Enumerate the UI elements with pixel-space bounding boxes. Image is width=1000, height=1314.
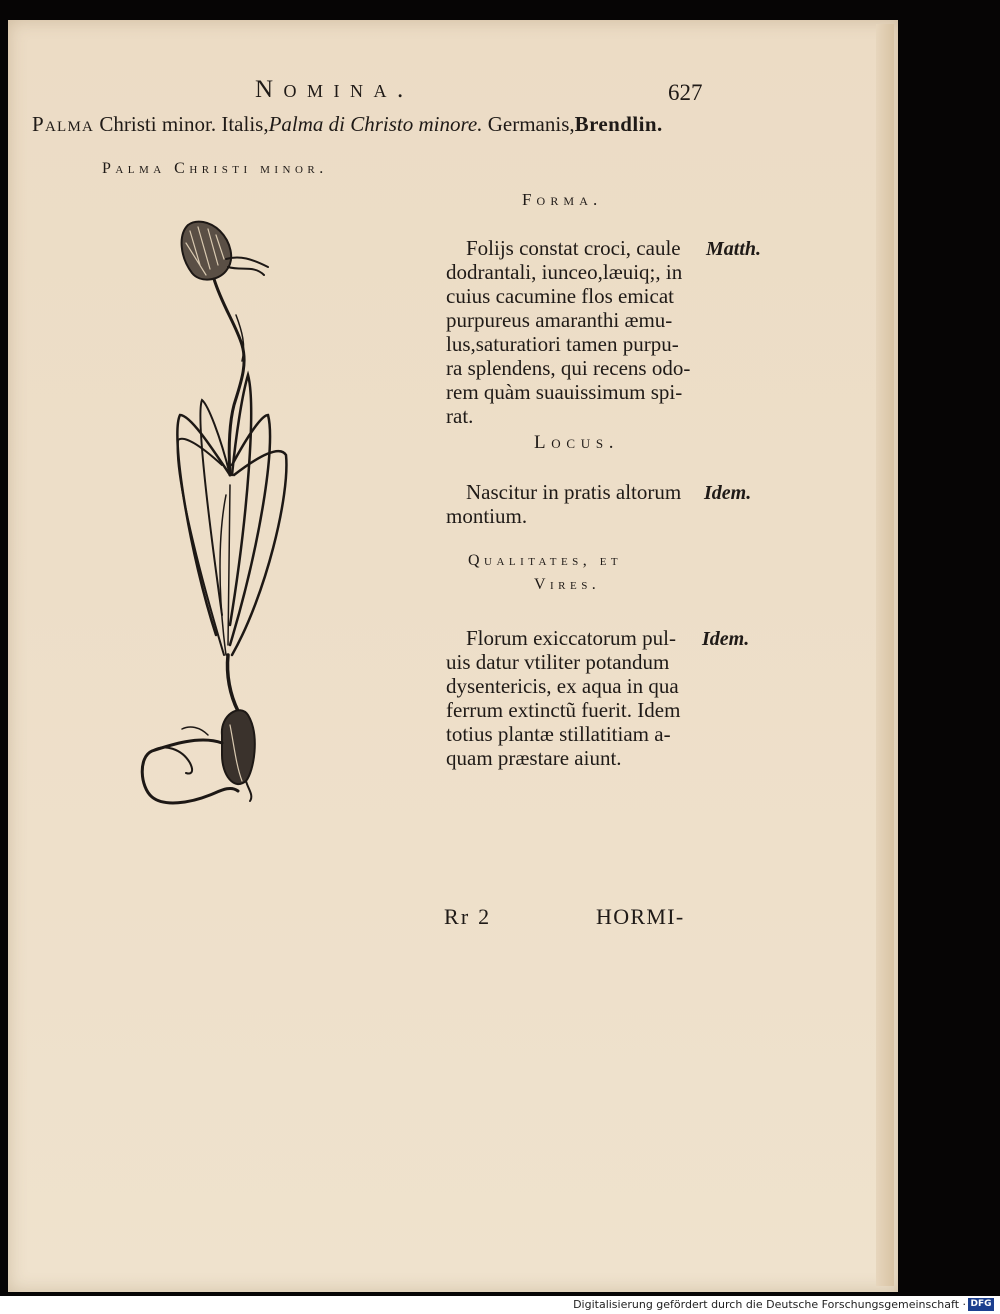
locus-margin-note: Idem. xyxy=(704,482,752,504)
figure-caption: Palma Christi minor. xyxy=(102,160,328,177)
qualitates-line: totius plantæ stillatitiam a- xyxy=(446,722,671,746)
names-italian: Palma di Christo minore. xyxy=(268,112,483,136)
page-number: 627 xyxy=(668,80,703,105)
names-lead: Palma xyxy=(32,112,95,136)
forma-line: rat. xyxy=(446,404,474,428)
forma-line: cuius cacumine flos emicat xyxy=(446,284,674,308)
forma-line: lus,saturatiori tamen purpu- xyxy=(446,332,679,356)
names-german: Brendlin. xyxy=(574,112,663,136)
locus-line: Nascitur in pratis altorum xyxy=(466,480,682,504)
qualitates-margin-note: Idem. xyxy=(702,628,750,650)
catchword: HORMI- xyxy=(596,904,685,929)
qualitates-line: dysentericis, ex aqua in qua xyxy=(446,674,679,698)
qualitates-line: ferrum extinctũ fuerit. Idem xyxy=(446,698,681,722)
plant-woodcut-illustration xyxy=(130,215,300,810)
signature-mark: Rr 2 xyxy=(444,904,492,929)
forma-heading: Forma. xyxy=(522,190,603,209)
locus-line: montium. xyxy=(446,504,528,528)
qualitates-line: quam præstare aiunt. xyxy=(446,746,622,770)
names-german-label: Germanis, xyxy=(482,112,575,136)
forma-line: dodrantali, iunceo,læuiq;, in xyxy=(446,260,683,284)
forma-line: ra splendens, qui recens odo- xyxy=(446,356,691,380)
section-title: Nomina. xyxy=(255,76,414,103)
dfg-logo: DFG xyxy=(968,1298,994,1311)
qualitates-heading: Qualitates, et xyxy=(468,552,623,569)
qualitates-line: Florum exiccatorum pul- xyxy=(466,626,676,650)
vires-heading: Vires. xyxy=(534,576,601,593)
footer-credit: Digitalisierung gefördert durch die Deutsche Forschungsgemeinschaft · xyxy=(573,1298,966,1311)
forma-line: purpureus amaranthi æmu- xyxy=(446,308,673,332)
locus-heading: Locus. xyxy=(534,432,620,453)
page-edge xyxy=(876,24,894,1286)
names-lead-rest: Christi minor. Italis, xyxy=(94,112,269,136)
forma-line: Folijs constat croci, caule xyxy=(466,236,681,260)
forma-line: rem quàm suauissimum spi- xyxy=(446,380,683,404)
qualitates-line: uis datur vtiliter potandum xyxy=(446,650,670,674)
forma-margin-note: Matth. xyxy=(706,238,762,260)
names-line xyxy=(32,112,663,137)
